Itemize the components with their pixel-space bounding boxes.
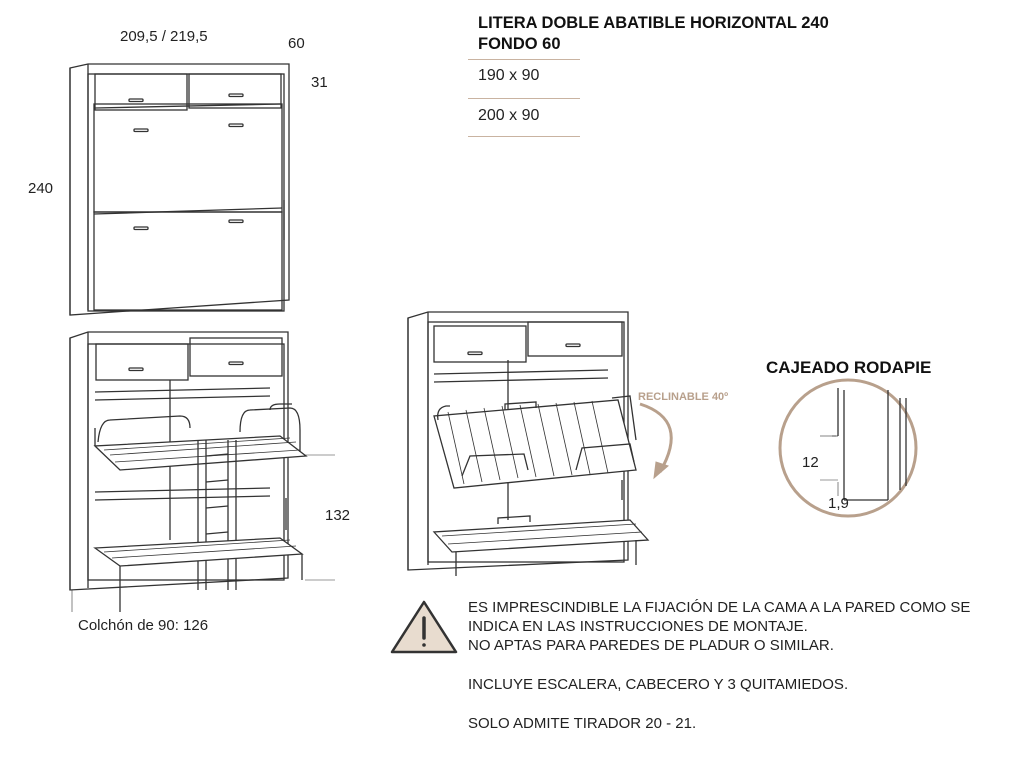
top-height-dimension: 31	[311, 74, 328, 91]
product-title-line1: LITERA DOBLE ABATIBLE HORIZONTAL 240	[478, 14, 829, 32]
width-dimension: 209,5 / 219,5	[120, 28, 208, 45]
detail-depth-dimension: 1,9	[828, 495, 849, 512]
divider	[468, 98, 580, 99]
note-line: SOLO ADMITE TIRADOR 20 - 21.	[468, 715, 697, 732]
recline-label: RECLINABLE 40º	[638, 391, 729, 403]
size-option: 200 x 90	[478, 107, 540, 124]
size-option: 190 x 90	[478, 67, 540, 84]
note-line: NO APTAS PARA PAREDES DE PLADUR O SIMILAR.	[468, 637, 834, 654]
warning-icon	[392, 602, 456, 652]
detail-title: CAJEADO RODAPIE	[766, 358, 932, 377]
height-dimension: 240	[28, 180, 54, 197]
note-line: INCLUYE ESCALERA, CABECERO Y 3 QUITAMIEDOS.	[468, 676, 849, 693]
detail-height-dimension: 12	[802, 454, 819, 471]
mattress-dimension: Colchón de 90: 126	[78, 617, 209, 634]
note-line: ES IMPRESCINDIBLE LA FIJACIÓN DE LA CAMA A LA PARED COMO SE	[468, 599, 971, 616]
open-bunk-drawing	[70, 332, 335, 612]
divider	[468, 59, 580, 60]
recline-arrow-icon	[654, 462, 668, 478]
notes-block	[468, 598, 1018, 733]
product-title-line2: FONDO 60	[478, 35, 561, 53]
note-line: INDICA EN LAS INSTRUCCIONES DE MONTAJE.	[468, 618, 808, 635]
bunk-height-dimension: 132	[325, 507, 351, 524]
closed-cabinet-drawing	[70, 64, 289, 315]
depth-dimension: 60	[288, 35, 305, 52]
divider	[468, 136, 580, 137]
reclining-bed-drawing	[408, 312, 671, 576]
